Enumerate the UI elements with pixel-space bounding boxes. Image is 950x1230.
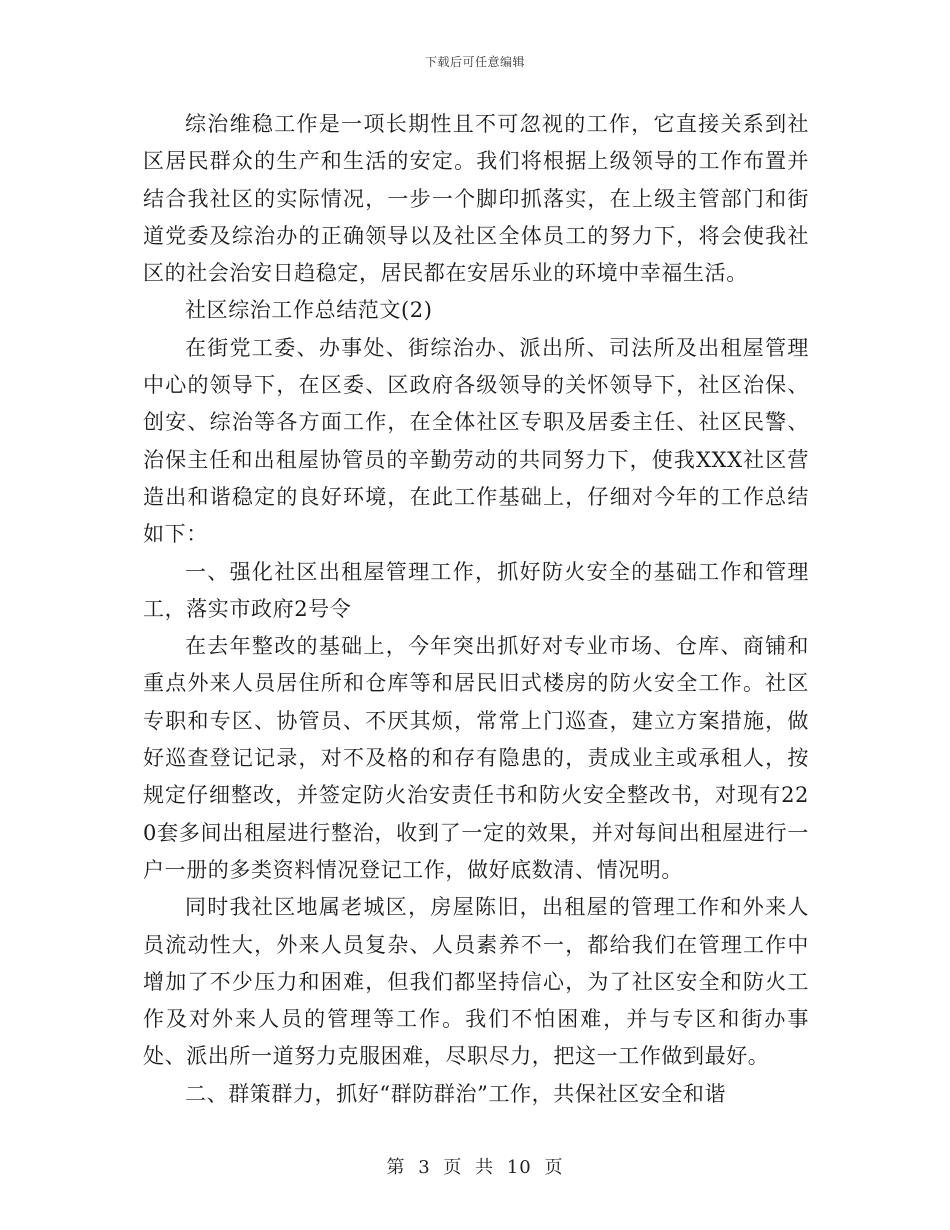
page-footer: 第 3 页 共 10 页 [386,1157,564,1178]
section-heading: 二、群策群力，抓好“群防群治”工作，共保社区安全和谐 [185,1081,727,1106]
page-header: 下载后可任意编辑 [424,55,525,69]
paragraph: 在街党工委、办事处、街综治办、派出所、司法所及出租屋管理中心的领导下，在区委、区政府各级领导的关怀领导下，社区治保、创安、综治等各方面工作，在全体社区专职及居委主任、社区民警、治保主任和出租屋协管员的辛勤劳动的共同努力下，使我XXX社区营造出和谐稳定的良好环境，在此工作基础上，仔细对今年的工作总结如下： [143,335,809,547]
paragraph: 在去年整改的基础上，今年突出抓好对专业市场、仓库、商铺和重点外来人员居住所和仓库等和居民旧式楼房的防火安全工作。社区专职和专区、协管员、不厌其烦，常常上门巡查，建立方案措施，做好巡查登记记录，对不及格的和存有隐患的，责成业主或承租人，按规定仔细整改，并签定防火治安责任书和防火安全整改书，对现有220套多间出租屋进行整治，收到了一定的效果，并对每间出租屋进行一户一册的多类资料情况登记工作，做好底数清、情况明。 [143,634,809,882]
document-body [143,106,809,1113]
section-heading: 一、强化社区出租屋管理工作，抓好防火安全的基础工作和管理工，落实市政府2号令 [143,559,809,621]
paragraph: 同时我社区地属老城区，房屋陈旧，出租屋的管理工作和外来人员流动性大，外来人员复杂、人员素养不一，都给我们在管理工作中增加了不少压力和困难，但我们都坚持信心，为了社区安全和防火工作及对外来人员的管理等工作。我们不怕困难，并与专区和街办事处、派出所一道努力克服困难，尽职尽力，把这一工作做到最好。 [143,895,809,1069]
paragraph: 综治维稳工作是一项长期性且不可忽视的工作，它直接关系到社区居民群众的生产和生活的安定。我们将根据上级领导的工作布置并结合我社区的实际情况，一步一个脚印抓落实，在上级主管部门和街道党委及综治办的正确领导以及社区全体员工的努力下，将会使我社区的社会治安日趋稳定，居民都在安居乐业的环境中幸福生活。 [143,112,809,286]
section-title: 社区综治工作总结范文(2) [185,298,433,323]
